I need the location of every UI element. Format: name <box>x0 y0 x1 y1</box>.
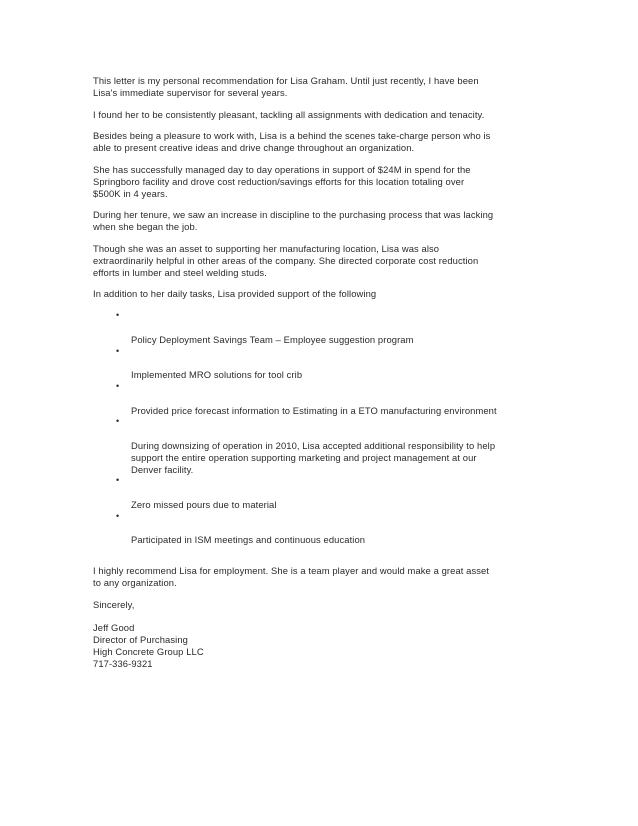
signer-name: Jeff Good <box>93 622 135 634</box>
signer-phone: 717-336-9321 <box>93 657 153 669</box>
list-item-text: Policy Deployment Savings Team – Employee suggestion program <box>131 333 414 345</box>
paragraph-discipline: During her tenure, we saw an increase in discipline to the purchasing process that was lacking when she began the job. <box>93 209 494 233</box>
list-item-text: During downsizing of operation in 2010, Lisa accepted additional responsibility to help support the entire operation supporting marketing and project management at our Denver facility. <box>131 439 496 475</box>
list-item-text: Provided price forecast information to Estimating in a ETO manufacturing environment <box>131 404 497 416</box>
list-item-text: Implemented MRO solutions for tool crib <box>131 369 303 381</box>
signer-company: High Concrete Group LLC <box>93 646 204 658</box>
list-item <box>116 416 548 475</box>
list-item-text: Zero missed pours due to material <box>131 498 277 510</box>
bullet-icon: • <box>116 416 120 427</box>
list-item <box>116 381 548 416</box>
paragraph-introduction: This letter is my personal recommendation for Lisa Graham. Until just recently, I have been Lisa's immediate supervisor for several years. <box>93 75 479 98</box>
list-item <box>116 511 548 546</box>
spacer <box>93 546 548 565</box>
paragraph-leadership: Besides being a pleasure to work with, Lisa is a behind the scenes take-charge person who is able to present creative ideas and drive change throughout an organization. <box>93 130 491 154</box>
list-item-text: Participated in ISM meetings and continuous education <box>131 534 366 546</box>
letter-page <box>93 75 548 670</box>
support-intro: In addition to her daily tasks, Lisa provided support of the following <box>93 288 377 300</box>
support-bullet-list <box>93 310 548 546</box>
bullet-icon: • <box>116 310 120 321</box>
paragraph-recommendation: I highly recommend Lisa for employment. She is a team player and would make a great asset to any organization. <box>93 565 490 588</box>
paragraph-operations: She has successfully managed day to day operations in support of $24M in spend for the Springboro facility and drove cost reduction/savings efforts for this location totaling over $500K in 4 years. <box>93 163 471 199</box>
paragraph-character: I found her to be consistently pleasant, tackling all assignments with dedication and tenacity. <box>93 108 485 120</box>
bullet-icon: • <box>116 345 120 356</box>
signature-block <box>93 622 548 669</box>
list-item <box>116 346 548 381</box>
salutation: Sincerely, <box>93 598 135 610</box>
paragraph-company-support: Though she was an asset to supporting her manufacturing location, Lisa was also extraordinarily helpful in other areas of the company. She directed corporate cost reduction efforts in lumber and steel welding studs. <box>93 242 479 278</box>
list-item <box>116 475 548 510</box>
bullet-icon: • <box>116 475 120 486</box>
bullet-icon: • <box>116 380 120 391</box>
bullet-icon: • <box>116 510 120 521</box>
signer-title: Director of Purchasing <box>93 634 188 646</box>
list-item <box>116 310 548 345</box>
